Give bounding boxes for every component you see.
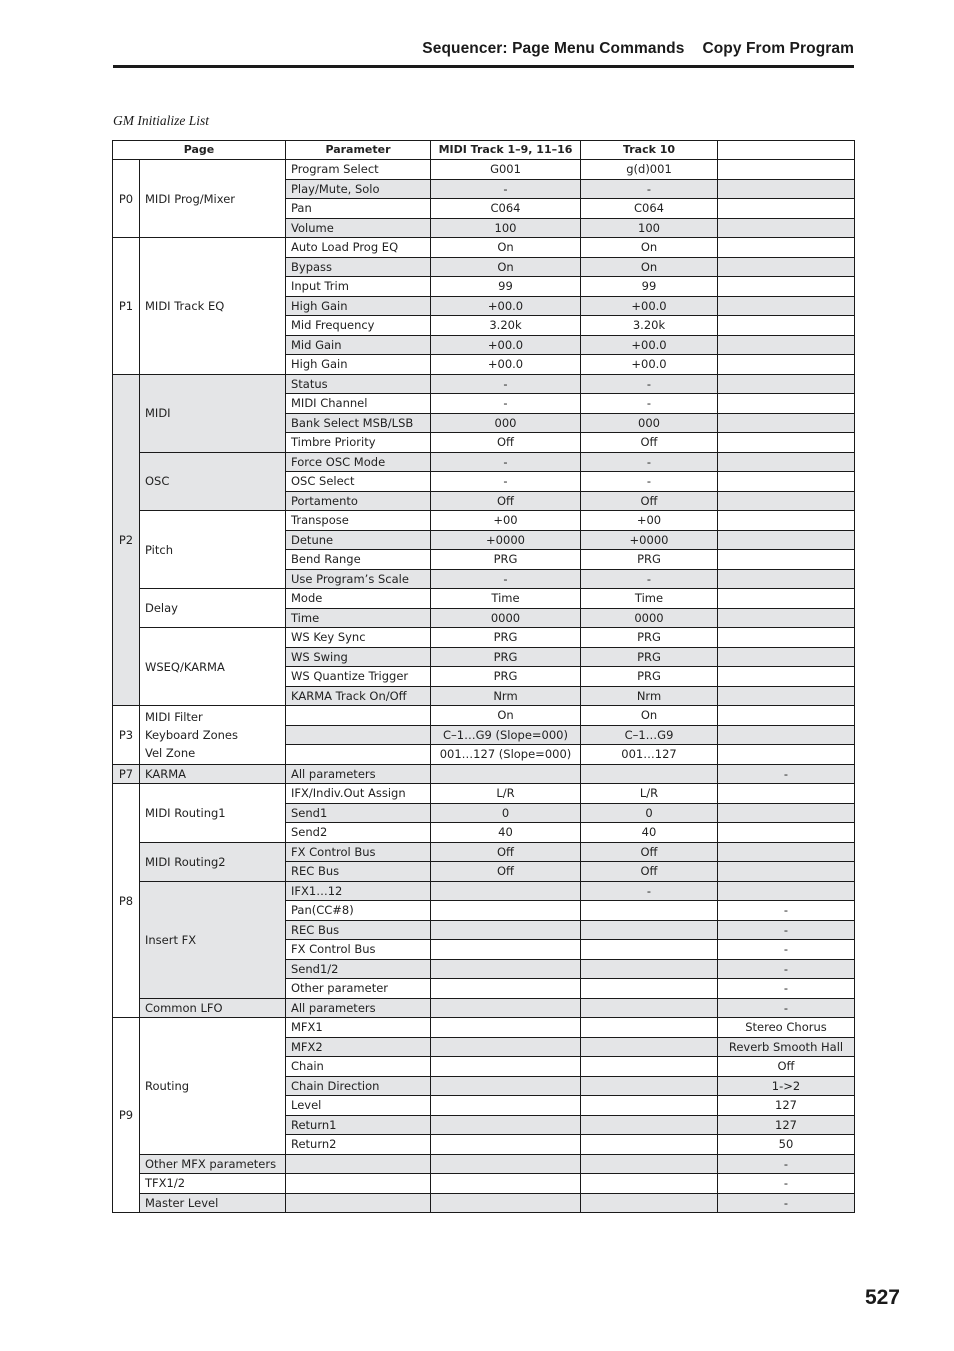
parameter-cell: Mode xyxy=(286,589,431,609)
extra-value: Stereo Chorus xyxy=(718,1018,855,1038)
extra-value xyxy=(718,706,855,726)
track10-value: C064 xyxy=(581,199,718,219)
parameter-cell: Pan xyxy=(286,199,431,219)
table-row xyxy=(113,452,855,472)
table-header-row xyxy=(113,141,855,160)
midi-track-value xyxy=(431,920,581,940)
col-header-page: Page xyxy=(113,141,286,160)
track10-value: - xyxy=(581,374,718,394)
extra-value: 127 xyxy=(718,1115,855,1135)
parameter-cell: Timbre Priority xyxy=(286,433,431,453)
midi-track-value: 0 xyxy=(431,803,581,823)
midi-track-value xyxy=(431,940,581,960)
table-row xyxy=(113,1174,855,1194)
extra-value xyxy=(718,199,855,219)
table-body xyxy=(113,160,855,1213)
table-row xyxy=(113,764,855,784)
track10-value: +00 xyxy=(581,511,718,531)
midi-track-value: 40 xyxy=(431,823,581,843)
midi-track-value: - xyxy=(431,569,581,589)
section-cell: Delay xyxy=(140,589,286,628)
midi-track-value: - xyxy=(431,394,581,414)
midi-track-value: Time xyxy=(431,589,581,609)
parameter-cell xyxy=(286,1154,431,1174)
track10-value xyxy=(581,1018,718,1038)
parameter-cell: Level xyxy=(286,1096,431,1116)
extra-value: - xyxy=(718,979,855,999)
section-cell: OSC xyxy=(140,452,286,511)
table-row xyxy=(113,238,855,258)
midi-track-value xyxy=(431,1037,581,1057)
extra-value xyxy=(718,433,855,453)
parameter-cell: Bend Range xyxy=(286,550,431,570)
track10-value: +00.0 xyxy=(581,296,718,316)
gm-initialize-table xyxy=(112,140,855,1213)
parameter-cell xyxy=(286,1174,431,1194)
midi-track-value: +00.0 xyxy=(431,355,581,375)
section-cell: MIDI xyxy=(140,374,286,452)
parameter-cell: High Gain xyxy=(286,296,431,316)
extra-value xyxy=(718,530,855,550)
midi-track-value: On xyxy=(431,257,581,277)
midi-track-value: Off xyxy=(431,433,581,453)
midi-track-value: Off xyxy=(431,842,581,862)
midi-track-value xyxy=(431,1076,581,1096)
track10-value: Time xyxy=(581,589,718,609)
table-row xyxy=(113,374,855,394)
extra-value xyxy=(718,160,855,180)
page-cell: P1 xyxy=(113,238,140,375)
extra-value: - xyxy=(718,1193,855,1213)
extra-value xyxy=(718,862,855,882)
track10-value: PRG xyxy=(581,628,718,648)
extra-value xyxy=(718,452,855,472)
section-cell: Pitch xyxy=(140,511,286,589)
parameter-cell: Return1 xyxy=(286,1115,431,1135)
parameter-cell: Send2 xyxy=(286,823,431,843)
midi-track-value: - xyxy=(431,472,581,492)
track10-value: 000 xyxy=(581,413,718,433)
extra-value xyxy=(718,608,855,628)
extra-value xyxy=(718,589,855,609)
page-number: 527 xyxy=(864,1286,900,1309)
table-row xyxy=(113,881,855,901)
track10-value: 99 xyxy=(581,277,718,297)
track10-value xyxy=(581,979,718,999)
track10-value: Off xyxy=(581,862,718,882)
midi-track-value: +00 xyxy=(431,511,581,531)
extra-value: - xyxy=(718,1154,855,1174)
parameter-cell: Mid Frequency xyxy=(286,316,431,336)
midi-track-value: PRG xyxy=(431,667,581,687)
extra-value xyxy=(718,745,855,765)
extra-value: 1->2 xyxy=(718,1076,855,1096)
parameter-cell xyxy=(286,725,431,745)
extra-value: - xyxy=(718,1174,855,1194)
extra-value xyxy=(718,491,855,511)
section-cell: MIDI Routing2 xyxy=(140,842,286,881)
track10-value: +0000 xyxy=(581,530,718,550)
track10-value xyxy=(581,940,718,960)
track10-value xyxy=(581,764,718,784)
track10-value: Off xyxy=(581,842,718,862)
track10-value: 3.20k xyxy=(581,316,718,336)
page-cell: P2 xyxy=(113,374,140,706)
midi-track-value: 001…127 (Slope=000) xyxy=(431,745,581,765)
track10-value xyxy=(581,1037,718,1057)
extra-value: - xyxy=(718,764,855,784)
parameter-cell xyxy=(286,706,431,726)
extra-value xyxy=(718,238,855,258)
parameter-cell: All parameters xyxy=(286,998,431,1018)
track10-value: - xyxy=(581,881,718,901)
parameter-cell: REC Bus xyxy=(286,920,431,940)
midi-track-value xyxy=(431,901,581,921)
section-cell: Common LFO xyxy=(140,998,286,1018)
extra-value xyxy=(718,374,855,394)
extra-value: Off xyxy=(718,1057,855,1077)
midi-track-value: - xyxy=(431,374,581,394)
extra-value xyxy=(718,277,855,297)
midi-track-value: Off xyxy=(431,491,581,511)
track10-value xyxy=(581,1076,718,1096)
midi-track-value xyxy=(431,1135,581,1155)
midi-track-value xyxy=(431,764,581,784)
midi-track-value xyxy=(431,979,581,999)
midi-track-value: On xyxy=(431,706,581,726)
track10-value xyxy=(581,1057,718,1077)
track10-value: - xyxy=(581,472,718,492)
col-header-midi-track: MIDI Track 1–9, 11–16 xyxy=(431,141,581,160)
track10-value xyxy=(581,1154,718,1174)
parameter-cell: Send1 xyxy=(286,803,431,823)
track10-value xyxy=(581,1096,718,1116)
midi-track-value xyxy=(431,1154,581,1174)
track10-value: 0 xyxy=(581,803,718,823)
extra-value xyxy=(718,725,855,745)
track10-value: Nrm xyxy=(581,686,718,706)
midi-track-value: Nrm xyxy=(431,686,581,706)
parameter-cell xyxy=(286,745,431,765)
track10-value: On xyxy=(581,238,718,258)
track10-value: +00.0 xyxy=(581,335,718,355)
midi-track-value xyxy=(431,1115,581,1135)
table-row xyxy=(113,1193,855,1213)
extra-value xyxy=(718,335,855,355)
parameter-cell: Other parameter xyxy=(286,979,431,999)
section-cell: Master Level xyxy=(140,1193,286,1213)
extra-value: Reverb Smooth Hall xyxy=(718,1037,855,1057)
parameter-cell: Pan(CC#8) xyxy=(286,901,431,921)
extra-value xyxy=(718,881,855,901)
parameter-cell: FX Control Bus xyxy=(286,940,431,960)
midi-track-value: PRG xyxy=(431,647,581,667)
parameter-cell: IFX/Indiv.Out Assign xyxy=(286,784,431,804)
parameter-cell: Program Select xyxy=(286,160,431,180)
midi-track-value xyxy=(431,1174,581,1194)
midi-track-value: 3.20k xyxy=(431,316,581,336)
page-cell: P3 xyxy=(113,706,140,765)
track10-value xyxy=(581,901,718,921)
midi-track-value: C–1…G9 (Slope=000) xyxy=(431,725,581,745)
table-row xyxy=(113,511,855,531)
extra-value xyxy=(718,511,855,531)
parameter-cell: Play/Mute, Solo xyxy=(286,179,431,199)
page-cell: P8 xyxy=(113,784,140,1018)
extra-value xyxy=(718,803,855,823)
section-cell: MIDI Prog/Mixer xyxy=(140,160,286,238)
track10-value: On xyxy=(581,257,718,277)
parameter-cell: Transpose xyxy=(286,511,431,531)
parameter-cell: Bank Select MSB/LSB xyxy=(286,413,431,433)
track10-value: PRG xyxy=(581,667,718,687)
extra-value xyxy=(718,316,855,336)
track10-value xyxy=(581,1135,718,1155)
extra-value xyxy=(718,179,855,199)
extra-value: - xyxy=(718,959,855,979)
parameter-cell: OSC Select xyxy=(286,472,431,492)
parameter-cell: Use Program’s Scale xyxy=(286,569,431,589)
parameter-cell: IFX1…12 xyxy=(286,881,431,901)
parameter-cell: WS Key Sync xyxy=(286,628,431,648)
table-row xyxy=(113,842,855,862)
parameter-cell: KARMA Track On/Off xyxy=(286,686,431,706)
track10-value xyxy=(581,959,718,979)
track10-value: g(d)001 xyxy=(581,160,718,180)
extra-value xyxy=(718,472,855,492)
extra-value xyxy=(718,784,855,804)
extra-value xyxy=(718,842,855,862)
parameter-cell: High Gain xyxy=(286,355,431,375)
track10-value xyxy=(581,1174,718,1194)
page-header xyxy=(113,40,854,68)
extra-value xyxy=(718,550,855,570)
section-cell: WSEQ/KARMA xyxy=(140,628,286,706)
midi-track-value: C064 xyxy=(431,199,581,219)
extra-value xyxy=(718,296,855,316)
section-cell: Other MFX parameters xyxy=(140,1154,286,1174)
col-header-parameter: Parameter xyxy=(286,141,431,160)
midi-track-value: Off xyxy=(431,862,581,882)
parameter-cell: FX Control Bus xyxy=(286,842,431,862)
midi-track-value: - xyxy=(431,452,581,472)
track10-value xyxy=(581,1115,718,1135)
midi-track-value: PRG xyxy=(431,550,581,570)
midi-track-value: +0000 xyxy=(431,530,581,550)
parameter-cell: Force OSC Mode xyxy=(286,452,431,472)
midi-track-value xyxy=(431,1096,581,1116)
extra-value xyxy=(718,218,855,238)
section-cell: MIDI Track EQ xyxy=(140,238,286,375)
col-header-extra xyxy=(718,141,855,160)
extra-value: 127 xyxy=(718,1096,855,1116)
extra-value xyxy=(718,413,855,433)
midi-track-value: 100 xyxy=(431,218,581,238)
parameter-cell: MFX2 xyxy=(286,1037,431,1057)
table-row xyxy=(113,784,855,804)
track10-value xyxy=(581,998,718,1018)
parameter-cell: Portamento xyxy=(286,491,431,511)
extra-value: - xyxy=(718,901,855,921)
track10-value: PRG xyxy=(581,550,718,570)
parameter-cell: WS Swing xyxy=(286,647,431,667)
midi-track-value: +00.0 xyxy=(431,335,581,355)
table-row xyxy=(113,1018,855,1038)
midi-track-value xyxy=(431,1018,581,1038)
parameter-cell: Input Trim xyxy=(286,277,431,297)
parameter-cell: Time xyxy=(286,608,431,628)
header-section-title: Sequencer: Page Menu Commands xyxy=(422,40,685,57)
extra-value xyxy=(718,257,855,277)
track10-value: - xyxy=(581,452,718,472)
parameter-cell: Mid Gain xyxy=(286,335,431,355)
extra-value xyxy=(718,823,855,843)
track10-value: L/R xyxy=(581,784,718,804)
track10-value: C–1…G9 xyxy=(581,725,718,745)
midi-track-value xyxy=(431,1193,581,1213)
track10-value: - xyxy=(581,394,718,414)
extra-value: - xyxy=(718,940,855,960)
section-cell: MIDI Routing1 xyxy=(140,784,286,843)
parameter-cell xyxy=(286,1193,431,1213)
table-row xyxy=(113,706,855,726)
extra-value xyxy=(718,667,855,687)
parameter-cell: WS Quantize Trigger xyxy=(286,667,431,687)
parameter-cell: Return2 xyxy=(286,1135,431,1155)
midi-track-value: +00.0 xyxy=(431,296,581,316)
midi-track-value xyxy=(431,998,581,1018)
midi-track-value: On xyxy=(431,238,581,258)
parameter-cell: MIDI Channel xyxy=(286,394,431,414)
section-cell: TFX1/2 xyxy=(140,1174,286,1194)
midi-track-value: L/R xyxy=(431,784,581,804)
section-cell: KARMA xyxy=(140,764,286,784)
section-cell: Insert FX xyxy=(140,881,286,998)
page-cell: P9 xyxy=(113,1018,140,1213)
table-row xyxy=(113,628,855,648)
table-row xyxy=(113,160,855,180)
extra-value: - xyxy=(718,998,855,1018)
track10-value xyxy=(581,1193,718,1213)
track10-value: Off xyxy=(581,433,718,453)
track10-value: 100 xyxy=(581,218,718,238)
track10-value xyxy=(581,920,718,940)
extra-value xyxy=(718,394,855,414)
track10-value: On xyxy=(581,706,718,726)
track10-value: 001…127 xyxy=(581,745,718,765)
parameter-cell: Chain Direction xyxy=(286,1076,431,1096)
parameter-cell: All parameters xyxy=(286,764,431,784)
extra-value xyxy=(718,647,855,667)
midi-track-value: 000 xyxy=(431,413,581,433)
midi-track-value xyxy=(431,959,581,979)
track10-value: 0000 xyxy=(581,608,718,628)
track10-value: - xyxy=(581,179,718,199)
section-cell: Routing xyxy=(140,1018,286,1155)
midi-track-value: 99 xyxy=(431,277,581,297)
extra-value: 50 xyxy=(718,1135,855,1155)
midi-track-value xyxy=(431,881,581,901)
table-row xyxy=(113,1154,855,1174)
parameter-cell: Detune xyxy=(286,530,431,550)
extra-value xyxy=(718,569,855,589)
track10-value: PRG xyxy=(581,647,718,667)
parameter-cell: Volume xyxy=(286,218,431,238)
extra-value xyxy=(718,686,855,706)
page-cell: P0 xyxy=(113,160,140,238)
table-row xyxy=(113,589,855,609)
col-header-track-10: Track 10 xyxy=(581,141,718,160)
extra-value xyxy=(718,355,855,375)
midi-track-value xyxy=(431,1057,581,1077)
parameter-cell: Send1/2 xyxy=(286,959,431,979)
extra-value: - xyxy=(718,920,855,940)
parameter-cell: Status xyxy=(286,374,431,394)
track10-value: - xyxy=(581,569,718,589)
midi-track-value: PRG xyxy=(431,628,581,648)
track10-value: Off xyxy=(581,491,718,511)
parameter-cell: Chain xyxy=(286,1057,431,1077)
table-caption: GM Initialize List xyxy=(113,113,210,128)
track10-value: 40 xyxy=(581,823,718,843)
midi-track-value: G001 xyxy=(431,160,581,180)
section-cell: MIDI Filter Keyboard Zones Vel Zone xyxy=(140,706,286,765)
midi-track-value: - xyxy=(431,179,581,199)
parameter-cell: REC Bus xyxy=(286,862,431,882)
parameter-cell: MFX1 xyxy=(286,1018,431,1038)
page-cell: P7 xyxy=(113,764,140,784)
track10-value: +00.0 xyxy=(581,355,718,375)
parameter-cell: Auto Load Prog EQ xyxy=(286,238,431,258)
parameter-cell: Bypass xyxy=(286,257,431,277)
table-row xyxy=(113,998,855,1018)
extra-value xyxy=(718,628,855,648)
header-command-title: Copy From Program xyxy=(702,40,854,57)
midi-track-value: 0000 xyxy=(431,608,581,628)
